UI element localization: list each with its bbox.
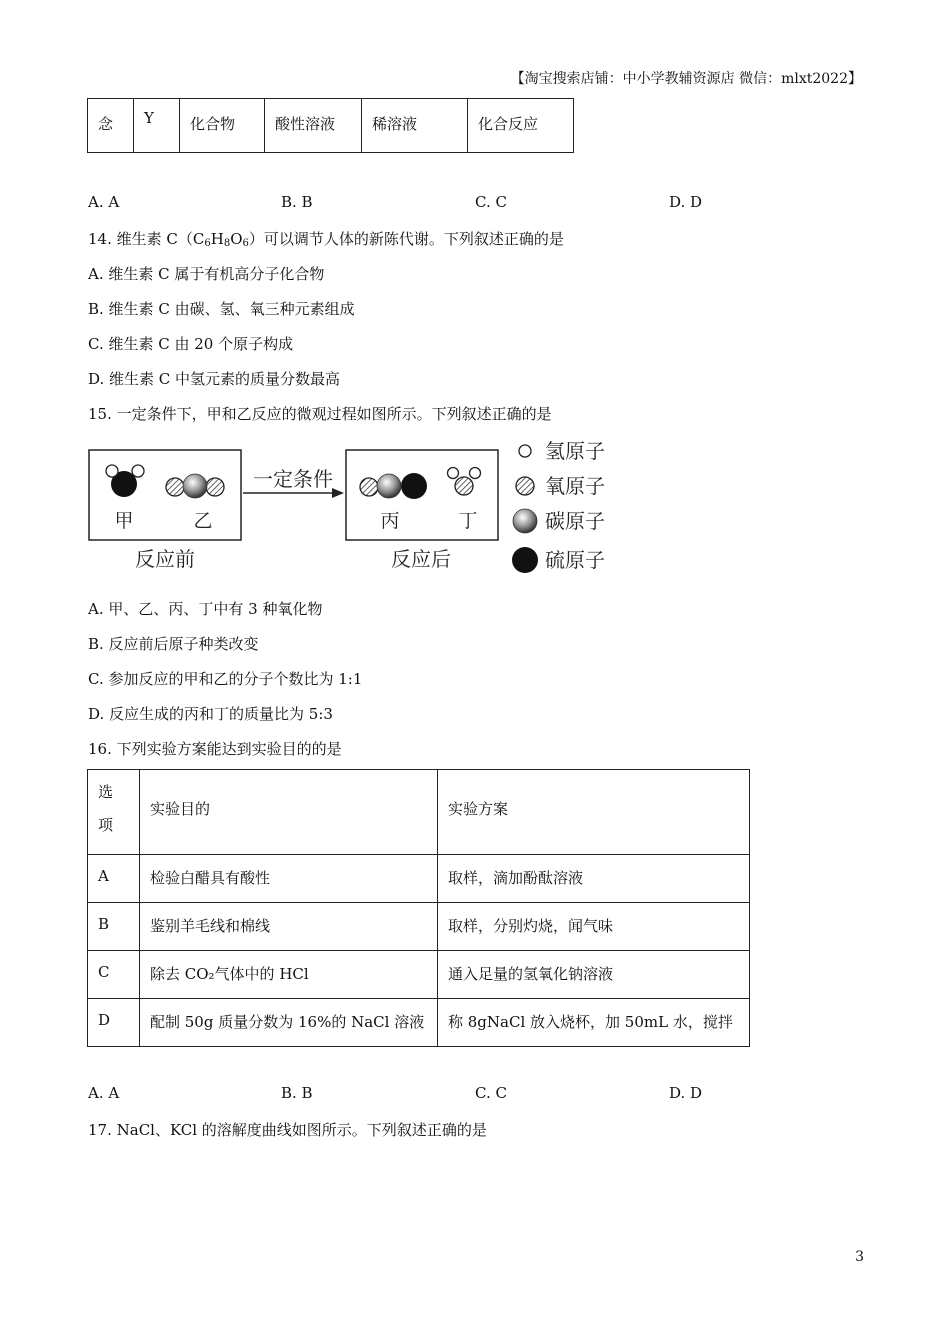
q16-stem: 16. 下列实验方案能达到实验目的的是 — [88, 740, 342, 758]
q16-option-b: B. B — [281, 1084, 313, 1102]
q15-option-d: D. 反应生成的丙和丁的质量比为 5:3 — [88, 705, 333, 723]
q14-stem: 14. 维生素 $C(C_6H_8O_6)$可以调节人体的新陈代谢。下列叙述正确的是 — [88, 230, 564, 249]
q16-option-d: D. D — [669, 1084, 703, 1102]
q14-option-a: A. 维生素 C 属于有机高分子化合物 — [88, 265, 325, 283]
label-condition: 一定条件 — [253, 467, 333, 491]
q13-option-c: C. C — [475, 193, 507, 211]
legend-hydrogen-icon — [519, 445, 531, 457]
legend-carbon: 碳原子 — [545, 509, 605, 533]
q16-option-a: A. A — [88, 1084, 120, 1102]
table-cell: C — [88, 951, 140, 999]
table-cell: 通入足量的氢氧化钠溶液 — [438, 951, 750, 999]
legend-sulfur-icon — [512, 547, 538, 573]
table-row — [88, 951, 750, 999]
arrow-head — [332, 488, 344, 498]
q14-option-d: D. 维生素 C 中氢元素的质量分数最高 — [88, 370, 341, 388]
table-row — [88, 903, 750, 951]
legend-sulfur: 硫原子 — [545, 548, 605, 572]
table-cell: 化合物 — [180, 99, 265, 153]
q13-table — [87, 98, 574, 153]
label-after: 反应后 — [391, 547, 451, 571]
legend-carbon-icon — [513, 509, 537, 533]
table-cell: 配制 50g 质量分数为 16%的 NaCl 溶液 — [140, 999, 438, 1047]
bing-molecule — [360, 473, 427, 499]
jia-molecule — [106, 465, 144, 497]
table-cell: Y — [134, 99, 180, 153]
q16-table — [87, 769, 750, 1047]
header-cell-option: 选 项 — [88, 770, 140, 855]
legend-oxygen-icon — [516, 477, 534, 495]
table-row — [88, 855, 750, 903]
ding-molecule — [448, 468, 481, 496]
label-ding: 丁 — [458, 510, 478, 532]
page-number: 3 — [855, 1249, 864, 1265]
yi-molecule — [166, 474, 224, 498]
label-jia: 甲 — [114, 510, 134, 532]
table-cell: 鉴别羊毛线和棉线 — [140, 903, 438, 951]
table-cell: 稀溶液 — [362, 99, 468, 153]
q13-option-b: B. B — [281, 193, 313, 211]
q15-stem: 15. 一定条件下，甲和乙反应的微观过程如图所示。下列叙述正确的是 — [88, 405, 552, 423]
table-cell: B — [88, 903, 140, 951]
q15-option-a: A. 甲、乙、丙、丁中有 3 种氧化物 — [88, 600, 323, 618]
table-row — [88, 99, 574, 153]
table-cell: 取样，滴加酚酞溶液 — [438, 855, 750, 903]
table-header-row — [88, 770, 750, 855]
header-cell-plan: 实验方案 — [438, 770, 750, 855]
table-cell: 称 8gNaCl 放入烧杯，加 50mL 水，搅拌 — [438, 999, 750, 1047]
label-yi: 乙 — [193, 510, 213, 532]
table-cell: 除去 CO₂气体中的 HCl — [140, 951, 438, 999]
page-header: 【淘宝搜索店铺：中小学教辅资源店 微信：mlxt2022】 — [510, 71, 862, 87]
q14-option-b: B. 维生素 C 由碳、氢、氧三种元素组成 — [88, 300, 355, 318]
q15-option-c: C. 参加反应的甲和乙的分子个数比为 1:1 — [88, 670, 363, 688]
q17-stem: 17. NaCl、KCl 的溶解度曲线如图所示。下列叙述正确的是 — [88, 1121, 487, 1139]
q13-option-d: D. D — [669, 193, 703, 211]
table-row — [88, 999, 750, 1047]
header-cell-purpose: 实验目的 — [140, 770, 438, 855]
q16-option-c: C. C — [475, 1084, 507, 1102]
table-cell: 化合反应 — [468, 99, 574, 153]
q14-option-c: C. 维生素 C 由 20 个原子构成 — [88, 335, 294, 353]
label-bing: 丙 — [380, 510, 400, 532]
label-before: 反应前 — [135, 547, 195, 571]
table-cell: A — [88, 855, 140, 903]
q13-option-a: A. A — [88, 193, 120, 211]
table-cell: 酸性溶液 — [265, 99, 362, 153]
legend-oxygen: 氧原子 — [545, 474, 605, 498]
legend-hydrogen: 氢原子 — [545, 439, 605, 463]
q15-option-b: B. 反应前后原子种类改变 — [88, 635, 259, 653]
reaction-diagram — [86, 430, 626, 580]
table-cell: 念 — [88, 99, 134, 153]
table-cell: D — [88, 999, 140, 1047]
table-cell: 检验白醋具有酸性 — [140, 855, 438, 903]
table-cell: 取样，分别灼烧，闻气味 — [438, 903, 750, 951]
